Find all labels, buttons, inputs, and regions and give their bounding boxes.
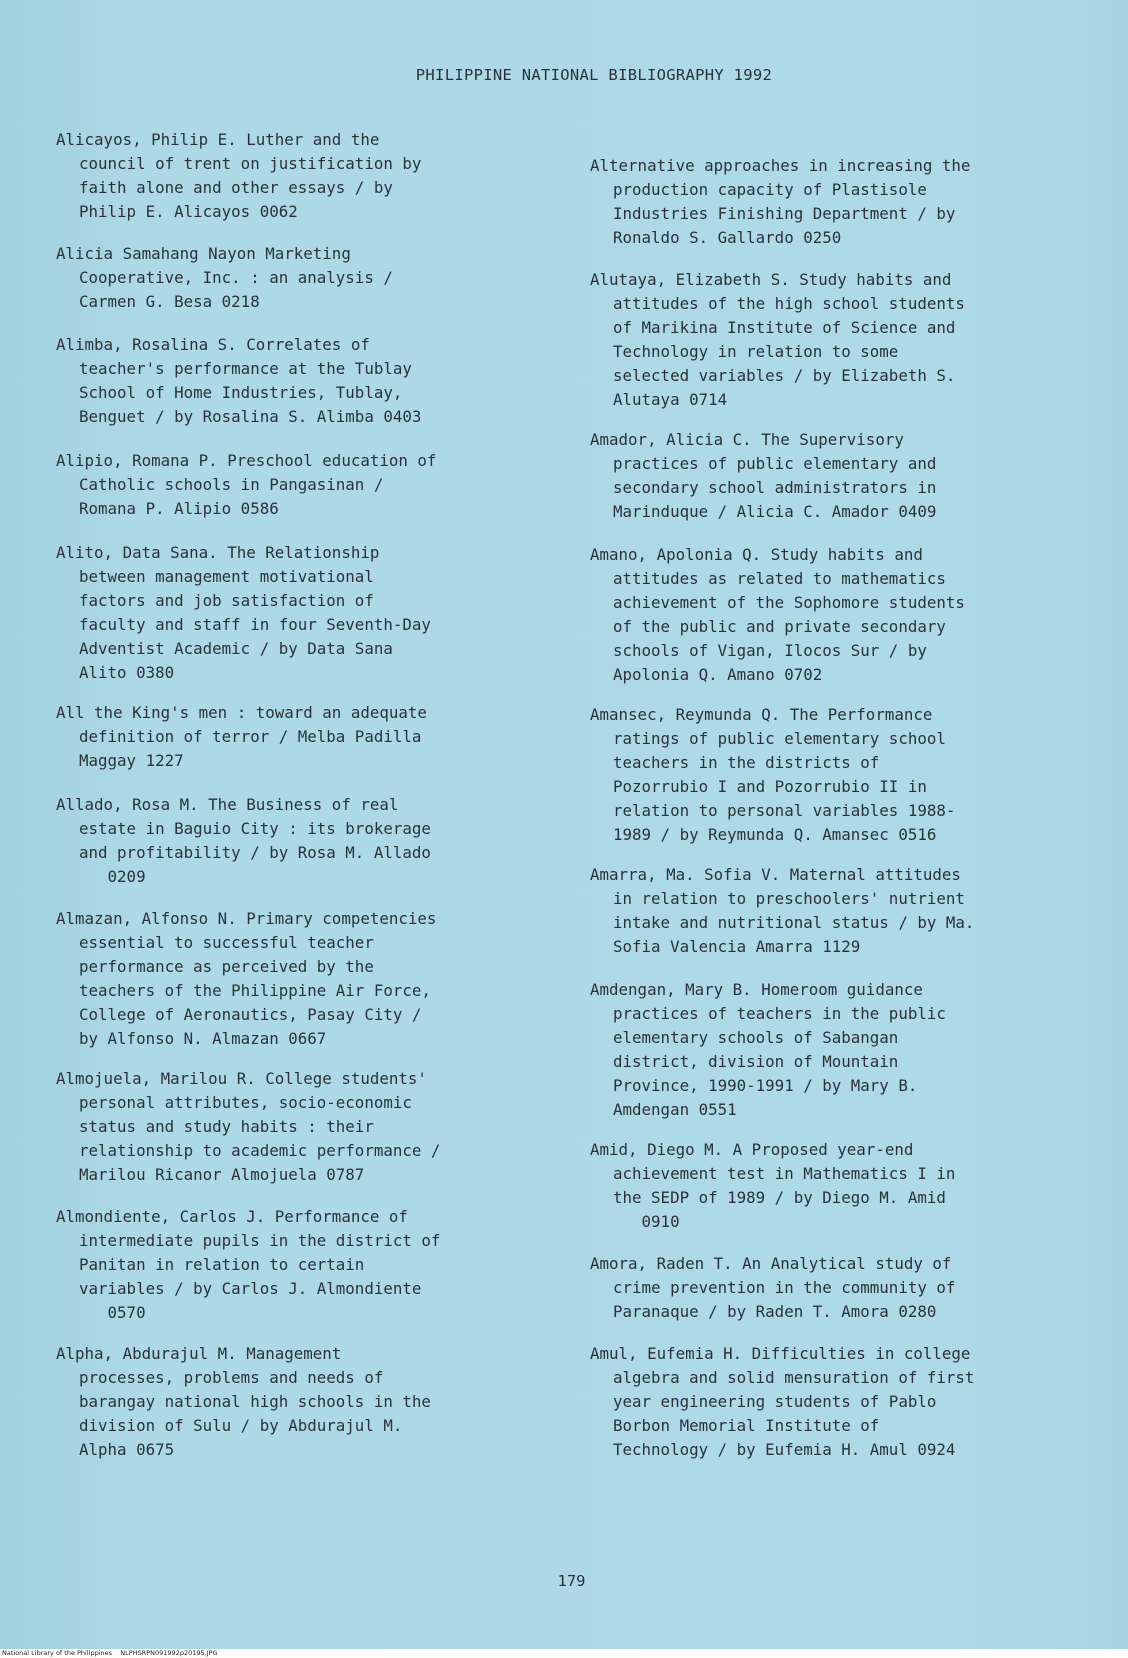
bibliography-entry [56,1342,431,1462]
entry-heading-line: Alutaya, Elizabeth S. Study habits and [590,270,952,289]
entry-line: personal attributes, socio-economic [79,1093,412,1112]
entry-heading-line: Almondiente, Carlos J. Performance of [56,1207,408,1226]
entry-line: practices of public elementary and [613,454,937,473]
bibliography-entry [56,541,431,685]
entry-line: Alpha 0675 [79,1440,175,1459]
entry-line: secondary school administrators in [613,478,937,497]
entry-line: achievement of the Sophomore students [613,593,965,612]
entry-line: Cooperative, Inc. : an analysis / [79,268,393,287]
entry-heading-line: Amora, Raden T. An Analytical study of [590,1254,952,1273]
bibliography-entry [590,978,946,1122]
entry-line: achievement test in Mathematics I in [613,1164,956,1183]
entry-heading-line: Amul, Eufemia H. Difficulties in college [590,1344,971,1363]
entry-line: Panitan in relation to certain [79,1255,365,1274]
entry-line: School of Home Industries, Tublay, [79,383,403,402]
entry-line: processes, problems and needs of [79,1368,384,1387]
entry-line: Technology / by Eufemia H. Amul 0924 [613,1440,956,1459]
entry-line: district, division of Mountain [613,1052,899,1071]
entry-line: attitudes as related to mathematics [613,569,946,588]
entry-line: variables / by Carlos J. Almondiente [79,1279,422,1298]
entry-line: faith alone and other essays / by [79,178,393,197]
bibliography-entry [590,543,965,687]
bibliography-entry [56,1205,440,1325]
entry-line: of Marikina Institute of Science and [613,318,956,337]
entry-line: council of trent on justification by [79,154,422,173]
entry-line: Apolonia Q. Amano 0702 [613,665,823,684]
entry-line: Marilou Ricanor Almojuela 0787 [79,1165,365,1184]
bibliography-entry [56,449,436,521]
entry-line: schools of Vigan, Ilocos Sur / by [613,641,927,660]
entry-line: Paranaque / by Raden T. Amora 0280 [613,1302,937,1321]
entry-line: elementary schools of Sabangan [613,1028,899,1047]
entry-line: Philip E. Alicayos 0062 [79,202,298,221]
entry-line: Amdengan 0551 [613,1100,737,1119]
bibliography-entry [590,154,970,250]
page-header [0,66,1128,84]
bibliography-entry [56,333,421,429]
entry-line: attitudes of the high school students [613,294,965,313]
entry-heading-line: Amarra, Ma. Sofia V. Maternal attitudes [590,865,961,884]
entry-heading-line: Alimba, Rosalina S. Correlates of [56,335,370,354]
entry-line: Sofia Valencia Amarra 1129 [613,937,861,956]
entry-line: definition of terror / Melba Padilla [79,727,422,746]
entry-heading-line: Amador, Alicia C. The Supervisory [590,430,904,449]
scan-credit-source: National Library of the Philippines [2,1649,113,1657]
bibliography-entry [590,428,936,524]
entry-line: essential to successful teacher [79,933,374,952]
entry-heading-line: Amid, Diego M. A Proposed year-end [590,1140,914,1159]
entry-line: of the public and private secondary [613,617,946,636]
bibliography-entry [56,1067,440,1187]
entry-line: Carmen G. Besa 0218 [79,292,260,311]
entry-line: selected variables / by Elizabeth S. [613,366,956,385]
entry-heading-line: Alito, Data Sana. The Relationship [56,543,380,562]
bibliography-entry [56,128,421,224]
entry-heading-line: Alternative approaches in increasing the [590,156,971,175]
entry-heading-line: Alicia Samahang Nayon Marketing [56,244,351,263]
bibliography-entry [56,907,436,1051]
entry-line: intermediate pupils in the district of [79,1231,441,1250]
page-title: PHILIPPINE NATIONAL BIBLIOGRAPHY 1992 [415,66,773,84]
entry-line: between management motivational [79,567,374,586]
entry-line: performance as perceived by the [79,957,374,976]
entry-heading-line: Almazan, Alfonso N. Primary competencies [56,909,437,928]
entry-line: teachers in the districts of [613,753,880,772]
entry-line: Alutaya 0714 [613,390,728,409]
entry-heading-line: Almojuela, Marilou R. College students' [56,1069,427,1088]
entry-line: Adventist Academic / by Data Sana [79,639,393,658]
entry-heading-line: Alpha, Abdurajul M. Management [56,1344,342,1363]
entry-line: division of Sulu / by Abdurajul M. [79,1416,403,1435]
entry-line: Technology in relation to some [613,342,899,361]
bibliography-entry [590,1252,955,1324]
bibliography-entry [590,863,974,959]
entry-line: Province, 1990-1991 / by Mary B. [613,1076,918,1095]
entry-line: teacher's performance at the Tublay [79,359,412,378]
entry-line: factors and job satisfaction of [79,591,374,610]
entry-line: barangay national high schools in the [79,1392,431,1411]
entry-line: status and study habits : their [79,1117,374,1136]
entry-heading-line: Amdengan, Mary B. Homeroom guidance [590,980,923,999]
entry-heading-line: All the King's men : toward an adequate [56,703,427,722]
entry-line: practices of teachers in the public [613,1004,946,1023]
entry-line: crime prevention in the community of [613,1278,956,1297]
entry-line: in relation to preschoolers' nutrient [613,889,965,908]
entry-line: Maggay 1227 [79,751,184,770]
entry-line: College of Aeronautics, Pasay City / [79,1005,422,1024]
entry-heading-line: Alicayos, Philip E. Luther and the [56,130,380,149]
bibliography-entry [590,268,965,412]
bibliography-entry [56,701,427,773]
entry-line: intake and nutritional status / by Ma. [613,913,975,932]
entry-line: and profitability / by Rosa M. Allado [79,843,431,862]
entry-line: Industries Finishing Department / by [613,204,956,223]
entry-line: teachers of the Philippine Air Force, [79,981,431,1000]
entry-line: Romana P. Alipio 0586 [79,499,279,518]
entry-line: algebra and solid mensuration of first [613,1368,975,1387]
entry-line: relation to personal variables 1988- [613,801,956,820]
bibliography-entry [590,1138,955,1234]
entry-line: Alito 0380 [79,663,175,682]
entry-heading-line: Allado, Rosa M. The Business of real [56,795,399,814]
entry-line: 0570 [79,1303,146,1322]
entry-line: 0209 [79,867,146,886]
page-number-text: 179 [557,1572,586,1590]
entry-line: ratings of public elementary school [613,729,946,748]
entry-line: relationship to academic performance / [79,1141,441,1160]
entry-heading-line: Amansec, Reymunda Q. The Performance [590,705,933,724]
entry-line: the SEDP of 1989 / by Diego M. Amid [613,1188,946,1207]
scan-credit-filename: NLPHSRPN091992p20195.JPG [120,1649,218,1657]
bibliography-entry [590,1342,974,1462]
entry-line: 1989 / by Reymunda Q. Amansec 0516 [613,825,937,844]
bibliography-entry [590,703,955,847]
entry-line: by Alfonso N. Almazan 0667 [79,1029,327,1048]
entry-line: 0910 [613,1212,680,1231]
bibliography-entry [56,793,431,889]
entry-line: year engineering students of Pablo [613,1392,937,1411]
entry-line: Ronaldo S. Gallardo 0250 [613,228,842,247]
entry-line: faculty and staff in four Seventh-Day [79,615,431,634]
scan-credit-bar [0,1649,1128,1658]
entry-line: Marinduque / Alicia C. Amador 0409 [613,502,937,521]
page-number [0,1572,1128,1590]
entry-heading-line: Alipio, Romana P. Preschool education of [56,451,437,470]
entry-heading-line: Amano, Apolonia Q. Study habits and [590,545,923,564]
entry-line: Borbon Memorial Institute of [613,1416,880,1435]
entry-line: Pozorrubio I and Pozorrubio II in [613,777,927,796]
bibliography-entry [56,242,393,314]
entry-line: Benguet / by Rosalina S. Alimba 0403 [79,407,422,426]
entry-line: Catholic schools in Pangasinan / [79,475,384,494]
entry-line: estate in Baguio City : its brokerage [79,819,431,838]
entry-line: production capacity of Plastisole [613,180,927,199]
